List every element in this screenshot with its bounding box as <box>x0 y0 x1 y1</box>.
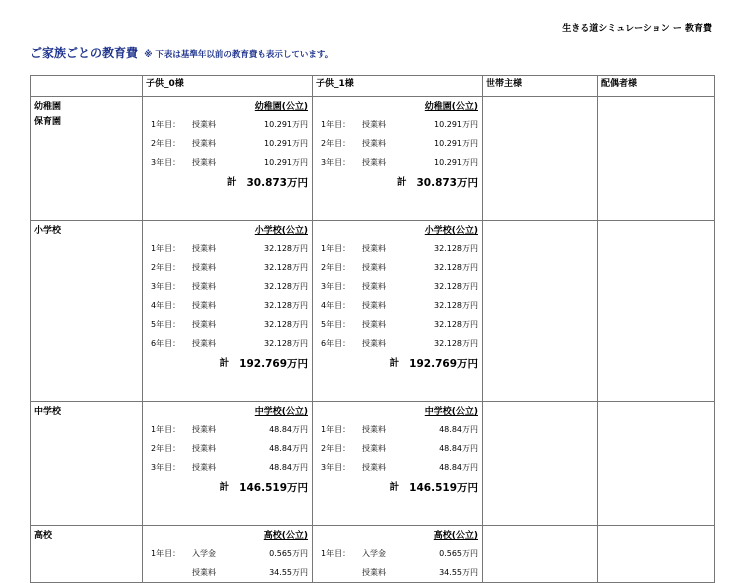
year-label: 4年目： <box>151 301 181 310</box>
cost-amount: 0.565万円 <box>269 549 308 558</box>
cost-amount: 32.128万円 <box>434 263 478 272</box>
householder-cell <box>483 221 598 402</box>
cost-item-label: 授業料 <box>192 463 216 472</box>
cost-amount: 0.565万円 <box>439 549 478 558</box>
cost-amount: 10.291万円 <box>264 139 308 148</box>
cost-item-label: 授業料 <box>362 425 386 434</box>
cost-amount: 48.84万円 <box>439 444 478 453</box>
cost-item-label: 授業料 <box>192 320 216 329</box>
cost-row <box>321 134 478 153</box>
cost-amount: 32.128万円 <box>434 282 478 291</box>
cost-item-label: 授業料 <box>192 244 216 253</box>
cost-item-label: 授業料 <box>192 139 216 148</box>
year-label: 2年目： <box>151 444 181 453</box>
total-value: 146.519万円 <box>239 482 308 494</box>
total-label: 計 <box>396 177 407 188</box>
year-label: 5年目： <box>151 320 181 329</box>
year-label: 4年目： <box>321 301 351 310</box>
cost-row <box>151 115 308 134</box>
cost-amount: 10.291万円 <box>434 158 478 167</box>
table-row <box>31 402 715 526</box>
householder-cell <box>483 526 598 583</box>
cost-item-label: 授業料 <box>362 244 386 253</box>
total-label: 計 <box>219 482 230 493</box>
cost-amount: 48.84万円 <box>439 463 478 472</box>
table-header-row <box>31 76 715 97</box>
total-value: 192.769万円 <box>239 358 308 370</box>
householder-cell <box>483 97 598 221</box>
header-child-1: 子供_1様 <box>313 76 483 97</box>
cost-item-label: 授業料 <box>192 568 216 577</box>
cost-row <box>151 420 308 439</box>
year-label: 6年目： <box>151 339 181 348</box>
cost-amount: 32.128万円 <box>434 301 478 310</box>
total-label: 計 <box>389 358 400 369</box>
child-cost-cell <box>313 402 483 526</box>
stage-total <box>321 477 478 499</box>
cost-amount: 48.84万円 <box>269 425 308 434</box>
year-label: 1年目： <box>321 244 351 253</box>
stage-total <box>321 172 478 194</box>
total-value: 146.519万円 <box>409 482 478 494</box>
cost-row <box>321 153 478 172</box>
total-label: 計 <box>389 482 400 493</box>
stage-label: 高校 <box>31 526 143 583</box>
table-row <box>31 526 715 583</box>
year-label: 3年目： <box>321 158 351 167</box>
cost-item-label: 入学金 <box>192 549 216 558</box>
cost-item-label: 授業料 <box>362 282 386 291</box>
cost-item-label: 授業料 <box>192 339 216 348</box>
year-label: 2年目： <box>151 139 181 148</box>
school-type-link[interactable]: 中学校(公立) <box>424 407 478 417</box>
cost-row <box>151 134 308 153</box>
cost-amount: 32.128万円 <box>434 339 478 348</box>
householder-cell <box>483 402 598 526</box>
cost-row <box>151 239 308 258</box>
year-label: 3年目： <box>151 463 181 472</box>
cost-item-label: 授業料 <box>362 301 386 310</box>
cost-item-label: 授業料 <box>192 120 216 129</box>
cost-item-label: 入学金 <box>362 549 386 558</box>
cost-amount: 32.128万円 <box>264 339 308 348</box>
cost-row <box>321 420 478 439</box>
cost-row <box>151 296 308 315</box>
cost-row <box>151 315 308 334</box>
cost-row <box>151 334 308 353</box>
year-label: 1年目： <box>151 549 181 558</box>
stage-label: 中学校 <box>31 402 143 526</box>
year-label: 1年目： <box>151 244 181 253</box>
school-type-link[interactable]: 中学校(公立) <box>254 407 308 417</box>
cost-row <box>321 115 478 134</box>
cost-amount: 10.291万円 <box>264 120 308 129</box>
cost-item-label: 授業料 <box>192 282 216 291</box>
cost-row <box>151 439 308 458</box>
year-label: 1年目： <box>321 425 351 434</box>
cost-item-label: 授業料 <box>192 425 216 434</box>
school-type-link[interactable]: 幼稚園(公立) <box>424 102 478 112</box>
cost-amount: 34.55万円 <box>439 568 478 577</box>
school-type-link[interactable]: 高校(公立) <box>263 531 308 541</box>
cost-amount: 48.84万円 <box>269 463 308 472</box>
stage-total <box>321 353 478 375</box>
cost-amount: 32.128万円 <box>264 282 308 291</box>
spouse-cell <box>598 526 715 583</box>
page-title: 生きる道シミュレーション ー 教育費 <box>562 24 712 34</box>
stage-label: 幼稚園 保育園 <box>31 97 143 221</box>
cost-amount: 10.291万円 <box>264 158 308 167</box>
cost-amount: 32.128万円 <box>264 263 308 272</box>
child-cost-cell <box>313 526 483 583</box>
cost-item-label: 授業料 <box>192 301 216 310</box>
child-cost-cell <box>313 97 483 221</box>
child-cost-cell <box>143 526 313 583</box>
cost-row <box>321 258 478 277</box>
cost-row <box>321 458 478 477</box>
year-label: 1年目： <box>151 120 181 129</box>
section-heading <box>30 44 333 61</box>
stage-total <box>151 172 308 194</box>
cost-row <box>151 258 308 277</box>
table-row <box>31 97 715 221</box>
cost-row <box>151 153 308 172</box>
child-cost-cell <box>143 402 313 526</box>
year-label: 3年目： <box>151 158 181 167</box>
child-cost-cell <box>143 221 313 402</box>
cost-row <box>151 544 308 563</box>
stage-total <box>151 477 308 499</box>
cost-item-label: 授業料 <box>362 339 386 348</box>
cost-amount: 32.128万円 <box>264 320 308 329</box>
cost-row <box>321 277 478 296</box>
header-stage <box>31 76 143 97</box>
year-label: 2年目： <box>151 263 181 272</box>
heading-text: ご家族ごとの教育費 <box>30 46 139 60</box>
year-label: 3年目： <box>321 282 351 291</box>
school-type-link[interactable]: 高校(公立) <box>433 531 478 541</box>
cost-row <box>321 239 478 258</box>
cost-row <box>151 277 308 296</box>
cost-row <box>321 296 478 315</box>
cost-row <box>151 458 308 477</box>
cost-item-label: 授業料 <box>362 444 386 453</box>
cost-amount: 10.291万円 <box>434 120 478 129</box>
cost-item-label: 授業料 <box>362 139 386 148</box>
header-spouse: 配偶者様 <box>598 76 715 97</box>
cost-amount: 32.128万円 <box>264 244 308 253</box>
cost-amount: 34.55万円 <box>269 568 308 577</box>
cost-item-label: 授業料 <box>192 158 216 167</box>
total-value: 30.873万円 <box>246 177 308 189</box>
year-label: 1年目： <box>321 549 351 558</box>
child-cost-cell <box>313 221 483 402</box>
total-label: 計 <box>219 358 230 369</box>
year-label: 2年目： <box>321 444 351 453</box>
total-value: 192.769万円 <box>409 358 478 370</box>
total-label: 計 <box>226 177 237 188</box>
year-label: 2年目： <box>321 263 351 272</box>
year-label: 2年目： <box>321 139 351 148</box>
spouse-cell <box>598 221 715 402</box>
cost-item-label: 授業料 <box>192 263 216 272</box>
spouse-cell <box>598 402 715 526</box>
total-value: 30.873万円 <box>416 177 478 189</box>
education-cost-table <box>30 75 715 583</box>
stage-total <box>151 353 308 375</box>
cost-item-label: 授業料 <box>362 320 386 329</box>
child-cost-cell <box>143 97 313 221</box>
cost-row <box>321 439 478 458</box>
cost-amount: 32.128万円 <box>434 244 478 253</box>
table-row <box>31 221 715 402</box>
stage-label: 小学校 <box>31 221 143 402</box>
cost-row <box>321 544 478 563</box>
spouse-cell <box>598 97 715 221</box>
year-label: 6年目： <box>321 339 351 348</box>
cost-item-label: 授業料 <box>362 263 386 272</box>
year-label: 1年目： <box>321 120 351 129</box>
cost-row <box>321 315 478 334</box>
cost-row <box>321 334 478 353</box>
year-label: 3年目： <box>151 282 181 291</box>
year-label: 3年目： <box>321 463 351 472</box>
school-type-link[interactable]: 小学校(公立) <box>424 226 478 236</box>
cost-item-label: 授業料 <box>362 120 386 129</box>
cost-item-label: 授業料 <box>362 463 386 472</box>
cost-item-label: 授業料 <box>362 158 386 167</box>
school-type-link[interactable]: 小学校(公立) <box>254 226 308 236</box>
cost-item-label: 授業料 <box>362 568 386 577</box>
header-householder: 世帯主様 <box>483 76 598 97</box>
year-label: 1年目： <box>151 425 181 434</box>
cost-amount: 10.291万円 <box>434 139 478 148</box>
cost-amount: 32.128万円 <box>434 320 478 329</box>
cost-amount: 48.84万円 <box>439 425 478 434</box>
cost-amount: 48.84万円 <box>269 444 308 453</box>
cost-item-label: 授業料 <box>192 444 216 453</box>
header-child-0: 子供_0様 <box>143 76 313 97</box>
school-type-link[interactable]: 幼稚園(公立) <box>254 102 308 112</box>
heading-note: ※ 下表は基準年以前の教育費も表示しています。 <box>144 50 334 60</box>
year-label: 5年目： <box>321 320 351 329</box>
cost-amount: 32.128万円 <box>264 301 308 310</box>
